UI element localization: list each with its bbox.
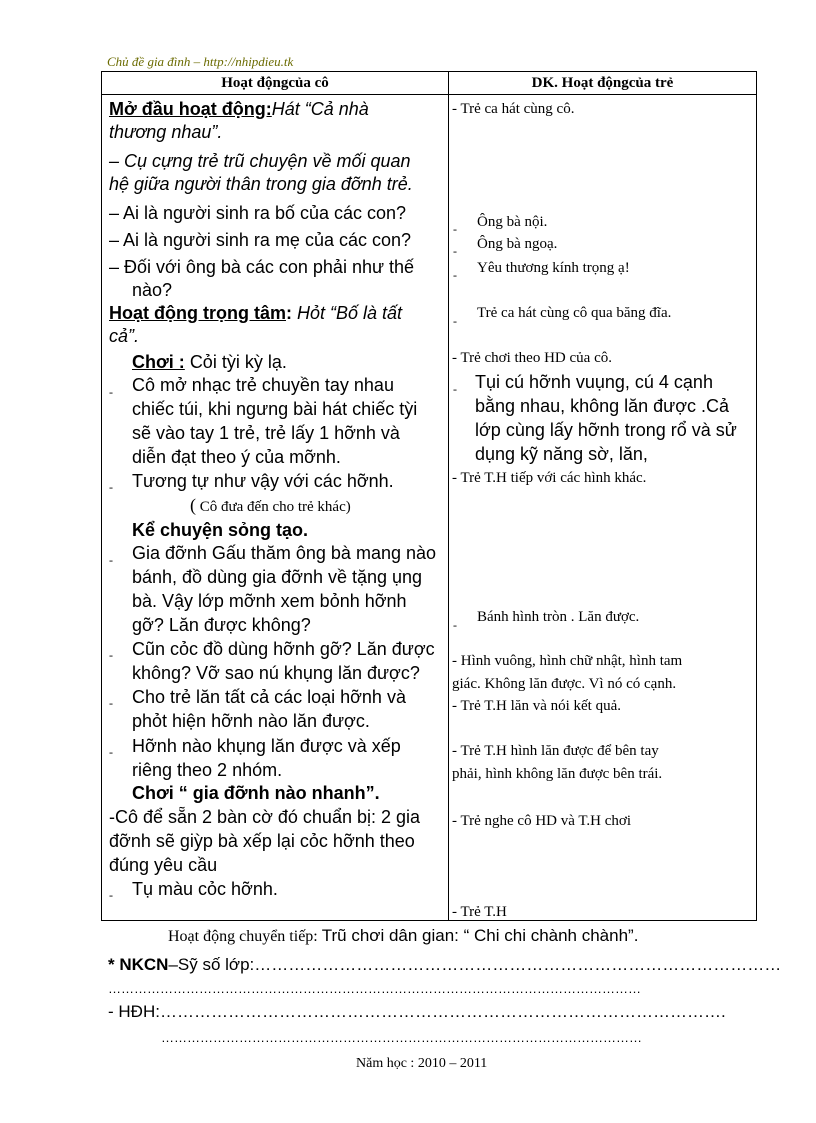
child-activity: - Trẻ nghe cô HD và T.H chơi [452, 813, 632, 829]
child-activity: - Hình vuông, hình chữ nhật, hình tam [452, 653, 683, 669]
dash-mark: - [453, 244, 457, 258]
child-answer-b: bằng nhau, không lăn được .Cả [475, 396, 730, 416]
main-activity-colon: : [285, 303, 292, 323]
story-step-1a: Gia đỡnh Gấu thăm ông bà mang nào [132, 543, 437, 563]
child-answer-c: lớp cùng lấy hỡnh trong rổ và sử [475, 420, 737, 440]
dash-mark: - [109, 553, 113, 567]
transition-label: Hoạt động chuyển tiếp: [168, 928, 318, 945]
child-activity: - Trẻ ca hát cùng cô. [452, 101, 575, 117]
question-3: – Đối với ông bà các con phải như thế [109, 257, 415, 277]
intro-label: Mở đầu hoạt động: [109, 99, 272, 119]
dash-mark: - [453, 382, 457, 396]
hdh-line: - HĐH:………………………………………………………………………………………. [108, 1002, 726, 1021]
game-1-line [132, 351, 287, 373]
dash-mark: - [109, 888, 113, 902]
nkcn-label: * NKCN [108, 955, 169, 974]
game-1-name: Cỏi tỳi kỳ lạ. [189, 352, 287, 372]
game-1-step-a: Cô mở nhạc trẻ chuyền tay nhau [132, 375, 394, 395]
game-1-note [190, 495, 351, 517]
teacher-column-header: Hoạt độngcủa cô [221, 75, 329, 91]
conversation-line-1: – Cụ cựng trẻ trũ chuyện về mối quan [109, 151, 411, 171]
main-activity-label: Hoạt động trọng tâm [109, 303, 286, 323]
question-3-cont: nào? [132, 280, 173, 300]
child-answer-a: Tụi cú hỡnh vuụng, cú 4 cạnh [475, 372, 713, 392]
story-step-1d: gỡ? Lăn được không? [132, 615, 311, 635]
school-year: Năm học : 2010 – 2011 [356, 1056, 488, 1071]
game-2-step-c: đúng yêu cầu [109, 855, 218, 875]
game-1-label: Chơi : [132, 352, 185, 372]
question-1: – Ai là người sinh ra bố của các con? [109, 203, 407, 223]
game-2-step-a: -Cô để sẵn 2 bàn cờ đó chuẩn bị: 2 gia [109, 807, 421, 827]
child-activity: - Trẻ chơi theo HD của cô. [452, 350, 612, 366]
story-step-3b: phỏt hiện hỡnh nào lăn được. [132, 711, 370, 731]
child-activity: - Trẻ T.H tiếp với các hình khác. [452, 470, 647, 486]
intro-song: Hát “Cả nhà [271, 99, 369, 119]
story-step-4a: Hỡnh nào khụng lăn được và xếp [132, 736, 401, 756]
main-activity-line [109, 302, 402, 324]
transition-activity [168, 926, 638, 946]
dotted-line: ………………………………………………………………………………………………… [161, 1030, 642, 1045]
conversation-line-2: hệ giữa người thân trong gia đỡnh trẻ. [109, 174, 413, 194]
child-activity: - Trẻ T.H hình lăn được để bên tay [452, 743, 659, 759]
lesson-table [101, 71, 757, 921]
dash-mark: - [109, 745, 113, 759]
transition-text: Trũ chơi dân gian: “ Chi chi chành chành”. [321, 926, 639, 945]
child-activity: - Trẻ T.H lăn và nói kết quả. [452, 698, 622, 714]
game-1-repeat: Tương tự như vậy với các hỡnh. [132, 471, 394, 491]
question-2: – Ai là người sinh ra mẹ của các con? [109, 230, 412, 250]
story-step-4b: riêng theo 2 nhóm. [132, 760, 283, 780]
dotted-line: …………………………………………………………………………………………………………… [108, 981, 641, 996]
story-step-2b: không? Vỡ sao nú khụng lăn được? [132, 663, 420, 683]
note-text: Cô đưa đến cho trẻ khác) [199, 499, 351, 515]
child-answer-d: dụng kỹ năng sờ, lăn, [475, 444, 648, 464]
child-activity: giác. Không lăn được. Vì nó có cạnh. [452, 676, 677, 692]
header-divider [102, 94, 756, 95]
story-label: Kể chuyện sỏng tạo. [132, 520, 309, 540]
child-activity: Ông bà ngoạ. [477, 236, 558, 252]
game-1-step-d: diễn đạt theo ý của mỡnh. [132, 447, 341, 467]
intro-line [109, 98, 369, 120]
intro-song-cont: thương nhau”. [109, 122, 223, 142]
child-activity: phải, hình không lăn được bên trái. [452, 766, 663, 782]
story-step-3a: Cho trẻ lăn tất cả các loại hỡnh và [132, 687, 406, 707]
dash-mark: - [453, 222, 457, 236]
dash-mark: - [109, 696, 113, 710]
coloring-step: Tụ màu cỏc hỡnh. [132, 879, 278, 899]
dash-mark: - [453, 314, 457, 328]
story-step-2a: Cũn cỏc đồ dùng hỡnh gỡ? Lăn được [132, 639, 435, 659]
child-activity: Trẻ ca hát cùng cô qua băng đĩa. [477, 305, 672, 321]
nkcn-line [108, 955, 781, 975]
game-2-label: Chơi “ gia đỡnh nào nhanh”. [132, 783, 380, 803]
dash-mark: - [109, 385, 113, 399]
game-1-step-b: chiếc túi, khi ngưng bài hát chiếc tỳi [132, 399, 418, 419]
nkcn-text: –Sỹ số lớp:………………………………………………………………………………… [168, 955, 782, 974]
dash-mark: - [109, 648, 113, 662]
main-activity-song-cont: cả”. [109, 326, 140, 346]
story-step-1c: bà. Vậy lớp mỡnh xem bỏnh hỡnh [132, 591, 407, 611]
game-2-step-b: đỡnh sẽ giỳp bà xếp lại cỏc hỡnh theo [109, 831, 415, 851]
dash-mark: - [453, 268, 457, 282]
child-activity: Bánh hình tròn . Lăn được. [477, 609, 640, 625]
child-column-header: DK. Hoạt độngcủa trẻ [531, 75, 674, 91]
dash-mark: - [109, 480, 113, 494]
note-paren: ( [190, 495, 196, 515]
child-activity: Yêu thương kính trọng ạ! [477, 260, 630, 276]
child-activity: - Trẻ T.H [452, 904, 507, 920]
game-1-step-c: sẽ vào tay 1 trẻ, trẻ lấy 1 hỡnh và [132, 423, 400, 443]
dash-mark: - [453, 618, 457, 632]
main-activity-song: Hỏt “Bố là tất [297, 303, 403, 323]
column-divider [448, 72, 449, 920]
child-activity: Ông bà nội. [477, 214, 548, 230]
story-step-1b: bánh, đồ dùng gia đỡnh về tặng ụng [132, 567, 423, 587]
header-note: Chủ đề gia đình – http://nhipdieu.tk [107, 54, 294, 69]
